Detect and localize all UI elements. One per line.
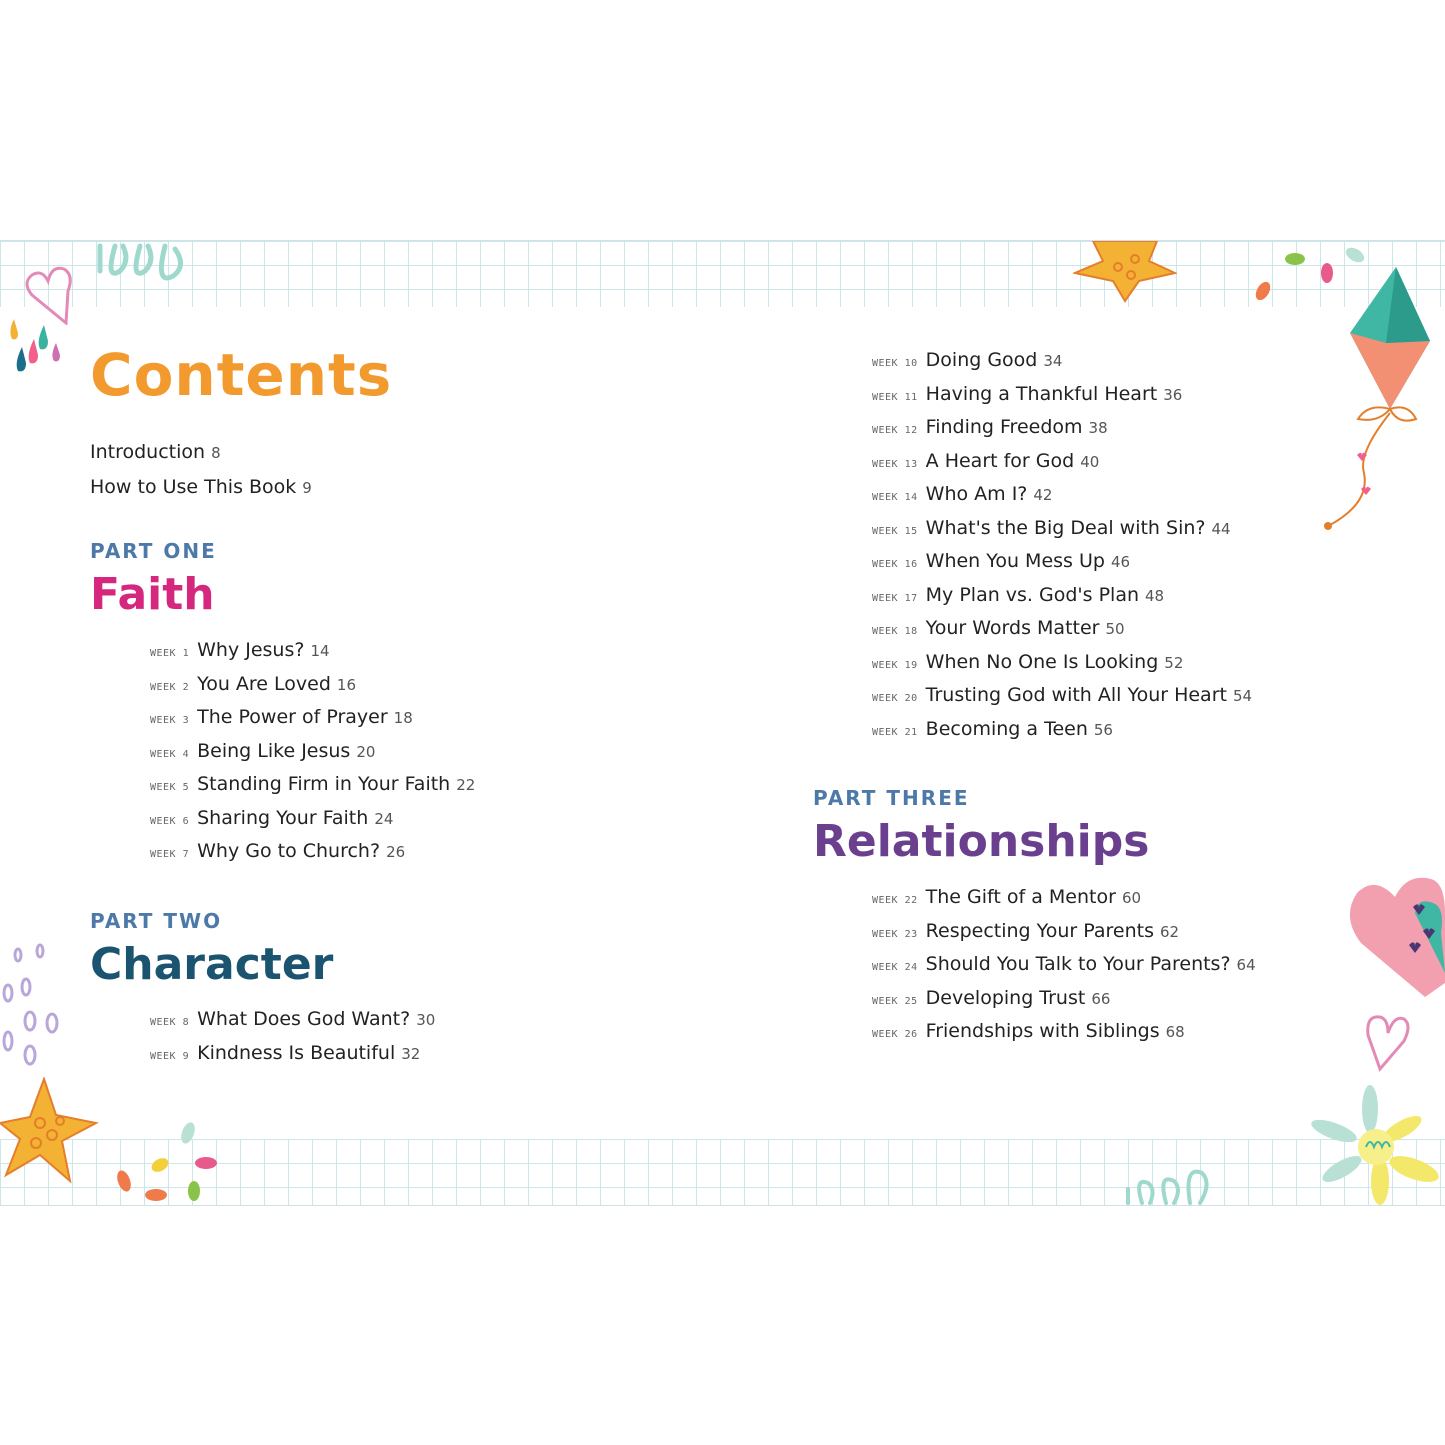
week-page-number: 42 xyxy=(1033,486,1053,504)
week-title: Having a Thankful Heart xyxy=(925,382,1158,405)
week-entry xyxy=(872,579,1252,613)
week-entry xyxy=(150,701,475,735)
week-number: WEEK 10 xyxy=(872,358,918,369)
week-entry xyxy=(872,1015,1256,1049)
week-title: When No One Is Looking xyxy=(925,650,1159,673)
week-number: WEEK 14 xyxy=(872,492,918,503)
week-entry xyxy=(872,881,1256,915)
week-page-number: 44 xyxy=(1211,519,1231,538)
week-page-number: 62 xyxy=(1159,922,1180,941)
week-entry xyxy=(872,378,1252,412)
week-page-number: 64 xyxy=(1236,956,1256,974)
week-number: WEEK 25 xyxy=(872,995,918,1007)
week-title: What Does God Want? xyxy=(197,1008,411,1030)
week-title: Trusting God with All Your Heart xyxy=(925,684,1227,706)
week-title: Your Words Matter xyxy=(925,617,1100,639)
week-title: The Power of Prayer xyxy=(197,706,388,728)
part-three-name: Relationships xyxy=(813,816,1150,867)
week-number: WEEK 2 xyxy=(150,681,190,693)
part-one-name: Faith xyxy=(90,569,215,620)
week-number: WEEK 15 xyxy=(872,525,918,537)
week-entry xyxy=(872,915,1256,949)
week-entry xyxy=(872,982,1256,1016)
week-number: WEEK 6 xyxy=(150,815,190,827)
week-title: When You Mess Up xyxy=(925,550,1105,572)
entry-title: How to Use This Book xyxy=(90,476,297,498)
week-title: Doing Good xyxy=(925,349,1038,371)
week-number: WEEK 7 xyxy=(150,849,190,860)
week-title: Developing Trust xyxy=(925,986,1086,1009)
week-title: Respecting Your Parents xyxy=(925,919,1154,942)
week-entry xyxy=(150,835,475,869)
front-matter-item xyxy=(90,435,312,470)
week-page-number: 66 xyxy=(1091,989,1111,1008)
week-page-number: 18 xyxy=(393,709,413,727)
week-number: WEEK 19 xyxy=(872,659,918,671)
week-page-number: 20 xyxy=(356,742,376,761)
week-entry xyxy=(872,344,1252,378)
week-entry xyxy=(872,445,1252,479)
week-entry xyxy=(872,411,1252,445)
week-page-number: 24 xyxy=(374,809,394,828)
week-page-number: 30 xyxy=(416,1011,436,1029)
ovals-icon xyxy=(0,941,70,1071)
week-number: WEEK 3 xyxy=(150,715,190,726)
week-page-number: 46 xyxy=(1110,553,1131,571)
loops-icon xyxy=(1120,1159,1220,1205)
heart-icon xyxy=(22,263,72,325)
part-one-label: PART ONE xyxy=(90,539,217,563)
week-page-number: 22 xyxy=(456,776,476,794)
week-number: WEEK 24 xyxy=(872,962,918,973)
part-two-name: Character xyxy=(90,939,334,990)
week-number: WEEK 9 xyxy=(150,1050,190,1062)
week-entry xyxy=(872,679,1252,713)
week-page-number: 52 xyxy=(1164,653,1184,672)
week-page-number: 56 xyxy=(1093,720,1113,739)
part-three-label: PART THREE xyxy=(813,786,970,810)
week-page-number: 60 xyxy=(1121,889,1142,907)
star-icon xyxy=(1073,241,1177,303)
front-matter-item xyxy=(90,470,312,505)
entry-page-number: 8 xyxy=(211,444,221,462)
week-number: WEEK 18 xyxy=(872,626,918,637)
week-entry xyxy=(872,545,1252,579)
week-entry xyxy=(872,612,1252,646)
week-page-number: 50 xyxy=(1105,620,1125,638)
week-title: What's the Big Deal with Sin? xyxy=(925,516,1206,539)
week-entry xyxy=(872,948,1256,982)
week-page-number: 38 xyxy=(1088,419,1108,437)
week-page-number: 68 xyxy=(1165,1023,1185,1041)
week-title: Standing Firm in Your Faith xyxy=(197,773,451,795)
week-entry xyxy=(150,735,475,769)
raindrops-icon xyxy=(4,317,66,379)
week-entry xyxy=(150,634,475,668)
week-number: WEEK 4 xyxy=(150,748,190,760)
grid-border-top xyxy=(0,241,1445,307)
week-number: WEEK 20 xyxy=(872,693,918,704)
page-title: Contents xyxy=(90,341,393,409)
week-number: WEEK 12 xyxy=(872,425,918,436)
week-number: WEEK 8 xyxy=(150,1017,190,1028)
star-icon xyxy=(0,1077,100,1189)
week-page-number: 48 xyxy=(1145,586,1165,605)
week-number: WEEK 13 xyxy=(872,458,918,470)
week-entry xyxy=(872,646,1252,680)
week-entry xyxy=(150,1003,435,1037)
week-entry xyxy=(872,713,1252,747)
kite-icon xyxy=(1318,263,1438,533)
week-title: Friendships with Siblings xyxy=(925,1020,1160,1042)
confetti-icon xyxy=(110,1119,230,1205)
entry-title: Introduction xyxy=(90,441,206,463)
week-entry xyxy=(872,478,1252,512)
part-one-week-list xyxy=(150,634,475,869)
week-number: WEEK 11 xyxy=(872,391,918,403)
week-page-number: 16 xyxy=(336,675,356,694)
week-number: WEEK 5 xyxy=(150,782,190,793)
week-title: Becoming a Teen xyxy=(925,717,1088,740)
week-title: A Heart for God xyxy=(925,449,1075,472)
week-entry xyxy=(150,668,475,702)
heart-icon xyxy=(1364,1011,1412,1073)
week-number: WEEK 1 xyxy=(150,648,190,659)
week-entry xyxy=(150,1037,435,1071)
week-page-number: 40 xyxy=(1080,452,1100,471)
flower-icon xyxy=(1306,1081,1445,1205)
week-page-number: 54 xyxy=(1232,687,1253,705)
week-number: WEEK 21 xyxy=(872,726,918,738)
week-title: You Are Loved xyxy=(197,672,331,695)
week-page-number: 32 xyxy=(401,1044,421,1063)
part-three-week-list xyxy=(872,881,1256,1049)
week-entry xyxy=(872,512,1252,546)
week-number: WEEK 17 xyxy=(872,592,918,604)
week-number: WEEK 16 xyxy=(872,559,918,570)
week-entry xyxy=(150,802,475,836)
week-title: Why Go to Church? xyxy=(197,840,381,862)
week-title: The Gift of a Mentor xyxy=(925,886,1116,908)
contents-page xyxy=(0,240,1445,1206)
part-two-label: PART TWO xyxy=(90,909,223,933)
week-page-number: 14 xyxy=(310,642,330,660)
week-entry xyxy=(150,768,475,802)
week-page-number: 34 xyxy=(1043,352,1063,370)
week-title: Who Am I? xyxy=(925,483,1028,505)
week-title: Kindness Is Beautiful xyxy=(197,1041,396,1064)
week-page-number: 36 xyxy=(1163,385,1183,404)
week-title: Why Jesus? xyxy=(197,639,305,661)
week-title: Sharing Your Faith xyxy=(197,806,369,829)
heart-icon xyxy=(1345,873,1445,1003)
week-title: My Plan vs. God's Plan xyxy=(925,583,1140,606)
week-title: Being Like Jesus xyxy=(197,739,351,762)
week-number: WEEK 23 xyxy=(872,928,918,940)
week-title: Should You Talk to Your Parents? xyxy=(925,953,1231,975)
week-number: WEEK 22 xyxy=(872,895,918,906)
week-page-number: 26 xyxy=(386,843,406,861)
loops-icon xyxy=(95,241,195,291)
week-title: Finding Freedom xyxy=(925,416,1083,438)
part-two-week-list-b xyxy=(872,344,1252,746)
part-two-week-list-a xyxy=(150,1003,435,1070)
entry-page-number: 9 xyxy=(302,479,312,497)
week-number: WEEK 26 xyxy=(872,1029,918,1040)
front-matter-list xyxy=(90,435,312,505)
